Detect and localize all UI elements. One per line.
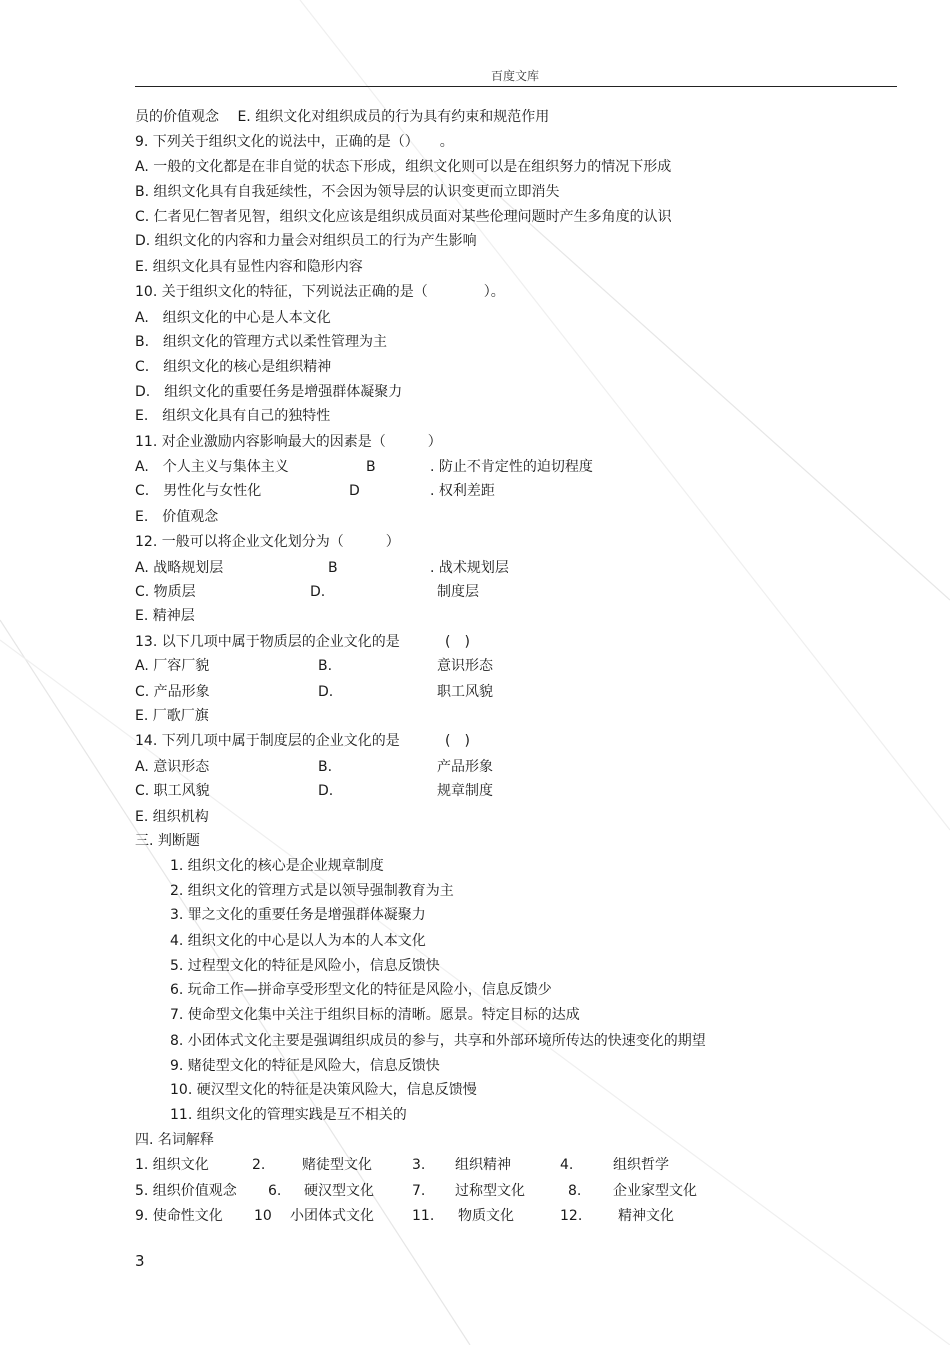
section3-title: 三. 判断题 (135, 833, 200, 849)
q14-option-a: A. 意识形态 (135, 759, 210, 775)
q13-option-b-text: 意识形态 (437, 658, 493, 674)
q14-option-d-text: 规章制度 (437, 783, 493, 799)
text-line: B. 组织文化的管理方式以柔性管理为主 (135, 334, 388, 350)
term: 赌徒型文化 (302, 1157, 372, 1173)
text-line: D. 组织文化的内容和力量会对组织员工的行为产生影响 (135, 233, 477, 249)
judgement-item: 8. 小团体式文化主要是强调组织成员的参与，共享和外部环境所传达的快速变化的期望 (170, 1033, 706, 1049)
term-number: 7. (412, 1183, 426, 1199)
q13-option-a: A. 厂容厂貌 (135, 658, 210, 674)
text-line: A. 一般的文化都是在非自觉的状态下形成，组织文化则可以是在组织努力的情况下形成 (135, 159, 672, 175)
q12-option-d-text: 制度层 (437, 584, 479, 600)
q14-option-c: C. 职工风貌 (135, 783, 210, 799)
q11-option-d-text: . 权利差距 (430, 483, 495, 499)
q13-option-d-letter: D. (318, 684, 334, 700)
judgement-item: 9. 赌徒型文化的特征是风险大，信息反馈快 (170, 1058, 440, 1074)
page-number: 3 (135, 1252, 145, 1270)
judgement-item: 6. 玩命工作—拼命享受形型文化的特征是风险小，信息反馈少 (170, 982, 552, 998)
text-line: C. 组织文化的核心是组织精神 (135, 359, 332, 375)
term: 5. 组织价值观念 (135, 1183, 237, 1199)
judgement-item: 1. 组织文化的核心是企业规章制度 (170, 858, 384, 874)
term: 9. 使命性文化 (135, 1208, 223, 1224)
q12-option-c: C. 物质层 (135, 584, 196, 600)
text-line: E. 组织文化具有显性内容和隐形内容 (135, 259, 363, 275)
term-number: 10 (254, 1208, 272, 1224)
judgement-item: 3. 罪之文化的重要任务是增强群体凝聚力 (170, 907, 426, 923)
q11-option-b-text: . 防止不肯定性的迫切程度 (430, 459, 593, 475)
term: 精神文化 (618, 1208, 674, 1224)
term: 组织哲学 (613, 1157, 669, 1173)
judgement-item: 2. 组织文化的管理方式是以领导强制教育为主 (170, 883, 454, 899)
text-line: 9. 下列关于组织文化的说法中，正确的是（） 。 (135, 134, 454, 150)
q14-stem: 14. 下列几项中属于制度层的企业文化的是 (135, 733, 400, 749)
judgement-item: 10. 硬汉型文化的特征是决策风险大，信息反馈慢 (170, 1082, 477, 1098)
q14-option-b-letter: B. (318, 759, 333, 775)
text-line: 员的价值观念 E. 组织文化对组织成员的行为具有约束和规范作用 (135, 109, 550, 125)
q13-option-d-text: 职工风貌 (437, 684, 493, 700)
term: 企业家型文化 (613, 1183, 697, 1199)
text-line: E. 组织文化具有自己的独特性 (135, 408, 331, 424)
q12-option-b-text: . 战术规划层 (430, 560, 509, 576)
term: 硬汉型文化 (304, 1183, 374, 1199)
term: 组织精神 (455, 1157, 511, 1173)
text-line: B. 组织文化具有自我延续性，不会因为领导层的认识变更而立即消失 (135, 184, 560, 200)
q13-option-c: C. 产品形象 (135, 684, 210, 700)
q13-answer-paren: ( ) (445, 634, 470, 650)
q13-option-b-letter: B. (318, 658, 333, 674)
term: 小团体式文化 (290, 1208, 374, 1224)
q11-option-c: C. 男性化与女性化 (135, 483, 262, 499)
q13-option-e: E. 厂歌厂旗 (135, 708, 209, 724)
q11-option-a: A. 个人主义与集体主义 (135, 459, 289, 475)
term-number: 12. (560, 1208, 583, 1224)
text-line: 10. 关于组织文化的特征，下列说法正确的是（ ）。 (135, 284, 505, 300)
term-number: 8. (568, 1183, 582, 1199)
section4-title: 四. 名词解释 (135, 1132, 214, 1148)
q12-option-a: A. 战略规划层 (135, 560, 224, 576)
term: 过称型文化 (455, 1183, 525, 1199)
text-line: 11. 对企业激励内容影响最大的因素是（ ） (135, 434, 442, 450)
term-number: 6. (268, 1183, 282, 1199)
q12-option-b-letter: B (328, 560, 338, 576)
q14-answer-paren: ( ) (445, 733, 470, 749)
term: 1. 组织文化 (135, 1157, 209, 1173)
judgement-item: 4. 组织文化的中心是以人为本的人本文化 (170, 933, 426, 949)
q11-option-e: E. 价值观念 (135, 509, 219, 525)
judgement-item: 11. 组织文化的管理实践是互不相关的 (170, 1107, 407, 1123)
term-number: 2. (252, 1157, 266, 1173)
q13-stem: 13. 以下几项中属于物质层的企业文化的是 (135, 634, 400, 650)
q12-option-e: E. 精神层 (135, 608, 195, 624)
q14-option-e: E. 组织机构 (135, 809, 209, 825)
term-number: 11. (412, 1208, 435, 1224)
q14-option-b-text: 产品形象 (437, 759, 493, 775)
text-line: A. 组织文化的中心是人本文化 (135, 310, 331, 326)
term: 物质文化 (458, 1208, 514, 1224)
q11-option-d-letter: D (349, 483, 360, 499)
term-number: 3. (412, 1157, 426, 1173)
judgement-item: 5. 过程型文化的特征是风险小，信息反馈快 (170, 958, 440, 974)
q12-stem: 12. 一般可以将企业文化划分为（ ） (135, 534, 400, 550)
header-rule (135, 86, 897, 87)
q14-option-d-letter: D. (318, 783, 334, 799)
text-line: C. 仁者见仁智者见智，组织文化应该是组织成员面对某些伦理问题时产生多角度的认识 (135, 209, 672, 225)
q11-option-b-letter: B (366, 459, 376, 475)
header-title: 百度文库 (490, 69, 539, 83)
q12-option-d-letter: D. (310, 584, 326, 600)
text-line: D. 组织文化的重要任务是增强群体凝聚力 (135, 384, 403, 400)
term-number: 4. (560, 1157, 574, 1173)
judgement-item: 7. 使命型文化集中关注于组织目标的清晰。愿景。特定目标的达成 (170, 1007, 580, 1023)
